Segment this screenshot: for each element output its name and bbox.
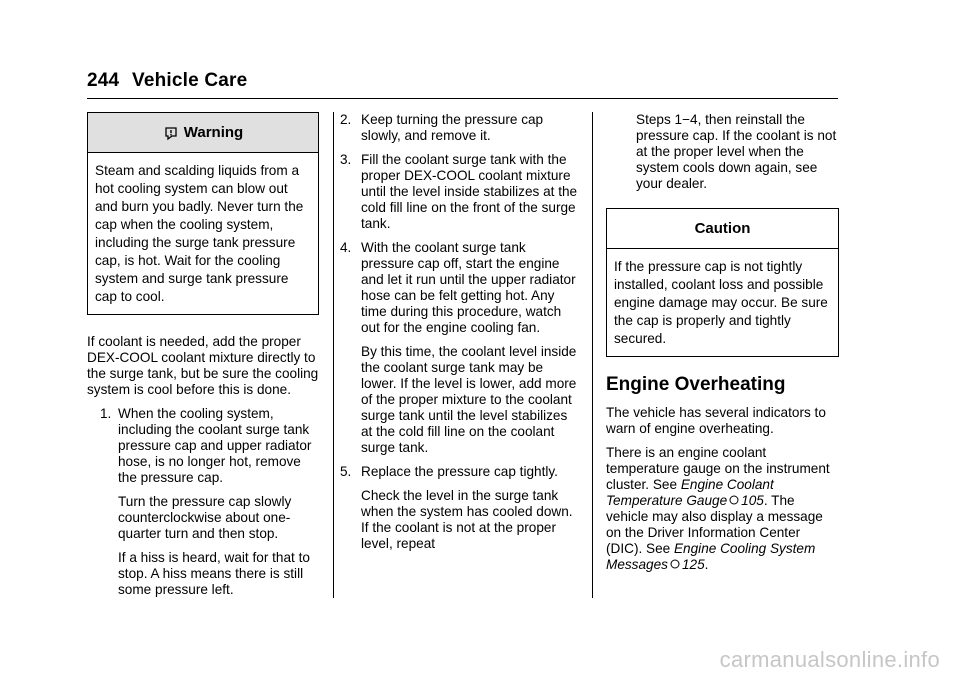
step-3 — [340, 152, 578, 232]
page-number: 244 — [87, 70, 120, 91]
overheating-intro: The vehicle has several indicators to warn of engine overheating. — [606, 405, 826, 436]
column-2 — [340, 112, 578, 560]
section-title: Vehicle Care — [132, 70, 248, 91]
page-reference-icon — [670, 559, 680, 569]
cross-reference-link[interactable]: Engine Coolant Temperature Gauge — [606, 477, 774, 508]
column-divider — [333, 112, 334, 598]
text: . — [704, 557, 709, 572]
step-text: Keep turning the pressure cap slowly, and remove it. — [361, 112, 544, 143]
gauge-paragraph — [606, 445, 839, 573]
step-5 — [340, 464, 578, 480]
step-text: Replace the pressure cap tightly. — [361, 464, 558, 479]
section-heading: Engine Overheating — [606, 374, 786, 395]
caution-body: If the pressure cap is not tightly installed, coolant loss and possible engine damage may occur. Be sure the cap is properly and tightly secured. — [614, 259, 828, 346]
column-3 — [606, 112, 839, 581]
column-1 — [87, 112, 319, 606]
page-reference[interactable]: 105 — [741, 493, 764, 508]
warning-title: Warning — [183, 123, 244, 141]
step-1 — [100, 406, 319, 486]
cross-reference-link[interactable]: Engine Cooling System Messages — [606, 541, 816, 572]
text: . The vehicle may also display a message on the Driver Information Center (DIC). See — [606, 493, 823, 556]
watermark: carmanualsonline.info — [719, 647, 940, 672]
caution-header — [607, 209, 838, 249]
caution-title: Caution — [694, 219, 751, 237]
caution-box — [606, 208, 839, 357]
step-2 — [340, 112, 578, 144]
warning-box — [87, 112, 319, 315]
step-number: 2. — [340, 112, 352, 127]
page-header — [87, 70, 247, 92]
page-reference-icon — [729, 495, 739, 505]
step-number: 4. — [340, 240, 352, 255]
step-number: 3. — [340, 152, 352, 167]
step-4-note: By this time, the coolant level inside the coolant surge tank may be lower. If the level is lower, add more of the proper mixture to the coolant surge tank until the level stabilizes at the cold fill line on the coolant surge tank. — [361, 344, 577, 455]
step-number: 1. — [100, 406, 112, 421]
step-5-note: Check the level in the surge tank when the system has cooled down. If the coolant is not at the proper level, repeat — [361, 488, 573, 551]
step-text: Fill the coolant surge tank with the proper DEX-COOL coolant mixture until the level inside stabilizes at the cold fill line on the front of the surge tank. — [361, 152, 578, 231]
step-1-note: If a hiss is heard, wait for that to stop. A hiss means there is still some pressure left. — [118, 550, 310, 597]
warning-icon — [163, 125, 179, 141]
header-rule — [87, 98, 838, 99]
warning-body: Steam and scalding liquids from a hot cooling system can blow out and burn you badly. Never turn the cap when the cooling system, including the surge tank pressure cap, is hot. Wait for the cooling system and surge tank pressure cap to cool. — [95, 163, 304, 304]
page-reference[interactable]: 125 — [681, 557, 705, 572]
intro-paragraph: If coolant is needed, add the proper DEX-COOL coolant mixture directly to the surge tank, but be sure the cooling system is cool before this is done. — [87, 334, 319, 397]
warning-header — [88, 113, 318, 153]
step-text: With the coolant surge tank pressure cap off, start the engine and let it run until the upper radiator hose can be felt getting hot. Any time during this procedure, watch out for the engine cooling fan. — [361, 240, 576, 335]
step-text: When the cooling system, including the coolant surge tank pressure cap and upper radiator hose, is no longer hot, remove the pressure cap. — [118, 406, 312, 485]
step-1-note: Turn the pressure cap slowly counterclockwise about one-quarter turn and then stop. — [118, 494, 292, 541]
step-4 — [340, 240, 578, 336]
column-divider — [592, 112, 593, 598]
step-number: 5. — [340, 464, 352, 479]
continuation-text: Steps 1−4, then reinstall the pressure cap. If the coolant is not at the proper level when the system cools down again, see your dealer. — [636, 112, 837, 191]
text: There is an engine coolant temperature gauge on the instrument cluster. See — [606, 445, 830, 492]
